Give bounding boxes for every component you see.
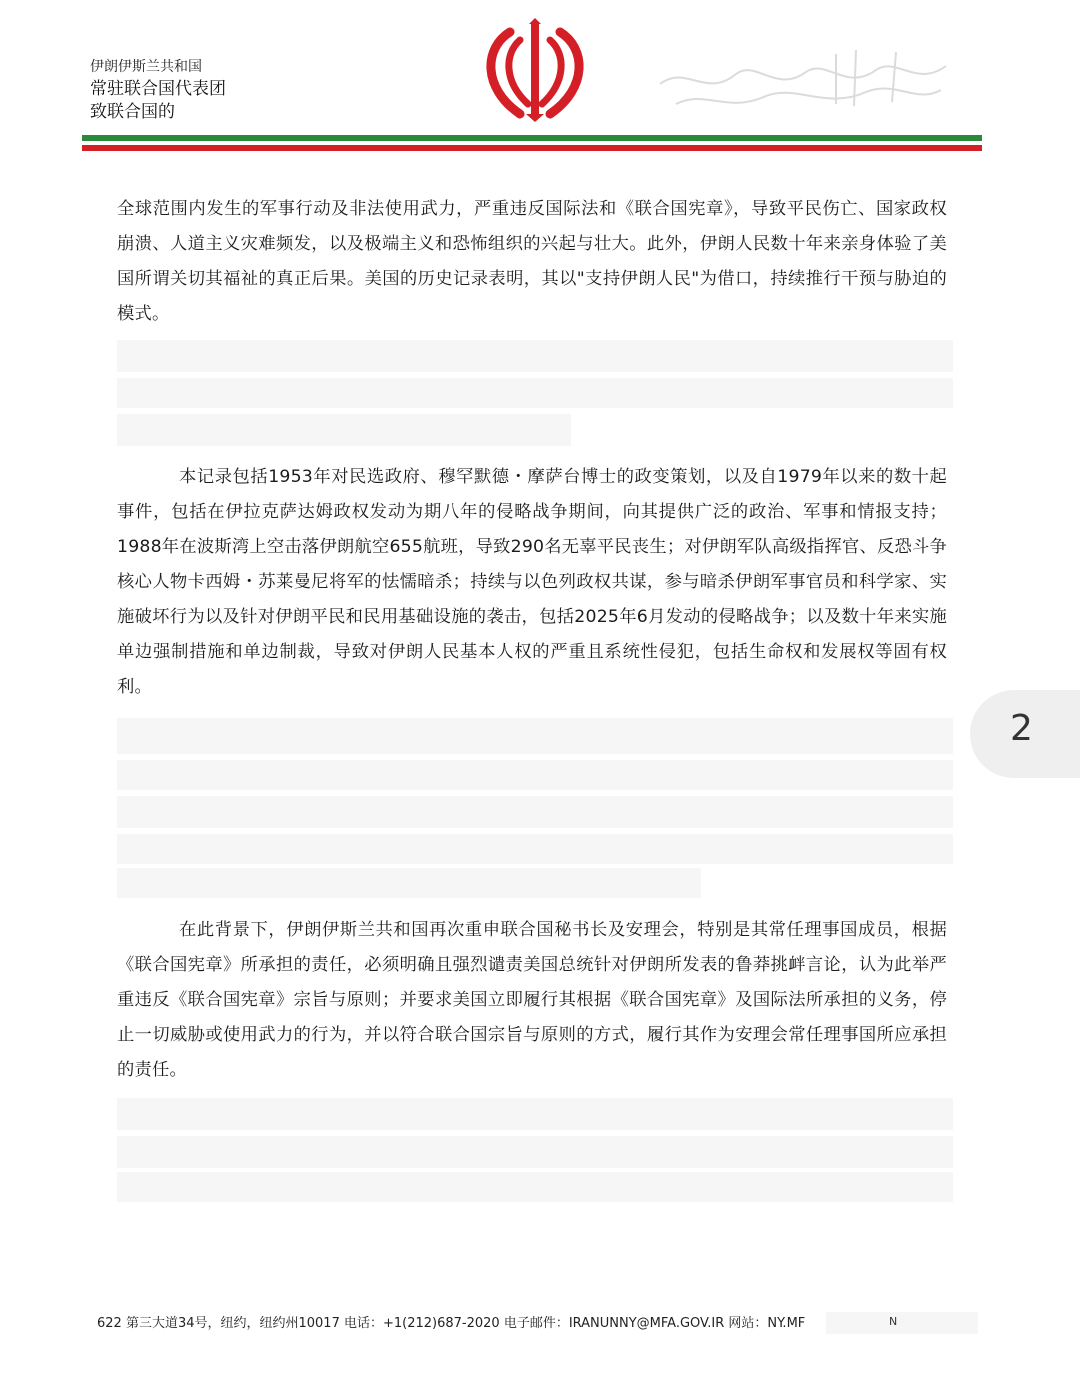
paragraph-3: 在此背景下，伊朗伊斯兰共和国再次重申联合国秘书长及安理会，特别是其常任理事国成员，根据《联合国宪章》所承担的责任，必须明确且强烈谴责美国总统针对伊朗所发表的鲁莽挑衅言论，认为此举严重违反《联合国宪章》宗旨与原则；并要求美国立即履行其根据《联合国宪章》及国际法所承担的义务，停止一切威胁或使用武力的行为，并以符合联合国宗旨与原则的方式，履行其作为安理会常任理事国所应承担的责任。 — [117, 920, 947, 1080]
redacted-line — [117, 1098, 953, 1130]
redacted-line — [117, 1172, 953, 1202]
redacted-line — [117, 796, 953, 828]
paragraph-1: 全球范围内发生的军事行动及非法使用武力，严重违反国际法和《联合国宪章》，导致平民伤亡、国家政权崩溃、人道主义灾难频发，以及极端主义和恐怖组织的兴起与壮大。此外，伊朗人民数十年来亲身体验了美国所谓关切其福祉的真正后果。美国的历史记录表明，其以"支持伊朗人民"为借口，持续推行干预与胁迫的模式。 — [117, 199, 947, 324]
redacted-line — [117, 834, 953, 864]
footer-address: 622 第三大道34号，纽约，纽约州10017 电话：+1(212)687-2020 电子邮件：IRANUNNY@MFA.GOV.IR 网站：NY.MF — [97, 1316, 806, 1331]
redacted-line — [117, 718, 953, 754]
redacted-line — [117, 1136, 953, 1168]
iran-emblem-icon — [480, 18, 590, 122]
redacted-line — [117, 340, 953, 372]
page-number-indicator[interactable] — [970, 690, 1080, 778]
footer-tail: N — [889, 1315, 898, 1328]
footer-redacted — [826, 1312, 978, 1334]
org-country: 伊朗伊斯兰共和国 — [90, 59, 202, 75]
paragraph-2: 本记录包括1953年对民选政府、穆罕默德・摩萨台博士的政变策划，以及自1979年以来的数十起事件，包括在伊拉克萨达姆政权发动为期八年的侵略战争期间，向其提供广泛的政治、军事和情报支持；1988年在波斯湾上空击落伊朗航空655航班，导致290名无辜平民丧生；对伊朗军队高级指挥官、反恐斗争核心人物卡西姆・苏莱曼尼将军的怯懦暗杀；持续与以色列政权共谋，参与暗杀伊朗军事官员和科学家、实施破坏行为以及针对伊朗平民和民用基础设施的袭击，包括2025年6月发动的侵略战争；以及数十年来实施单边强制措施和单边制裁，导致对伊朗人民基本人权的严重且系统性侵犯，包括生命权和发展权等固有权利。 — [117, 467, 947, 697]
redacted-line — [117, 868, 701, 898]
letterhead-organization — [90, 58, 226, 125]
persian-calligraphy-watermark — [656, 44, 950, 124]
redacted-line — [117, 760, 953, 790]
org-mission: 常驻联合国代表团 — [90, 78, 226, 99]
flag-stripe-red — [82, 145, 982, 151]
page-number: 2 — [1010, 708, 1033, 749]
redacted-line — [117, 414, 571, 446]
org-recipient: 致联合国的 — [90, 102, 175, 123]
redacted-line — [117, 378, 953, 408]
